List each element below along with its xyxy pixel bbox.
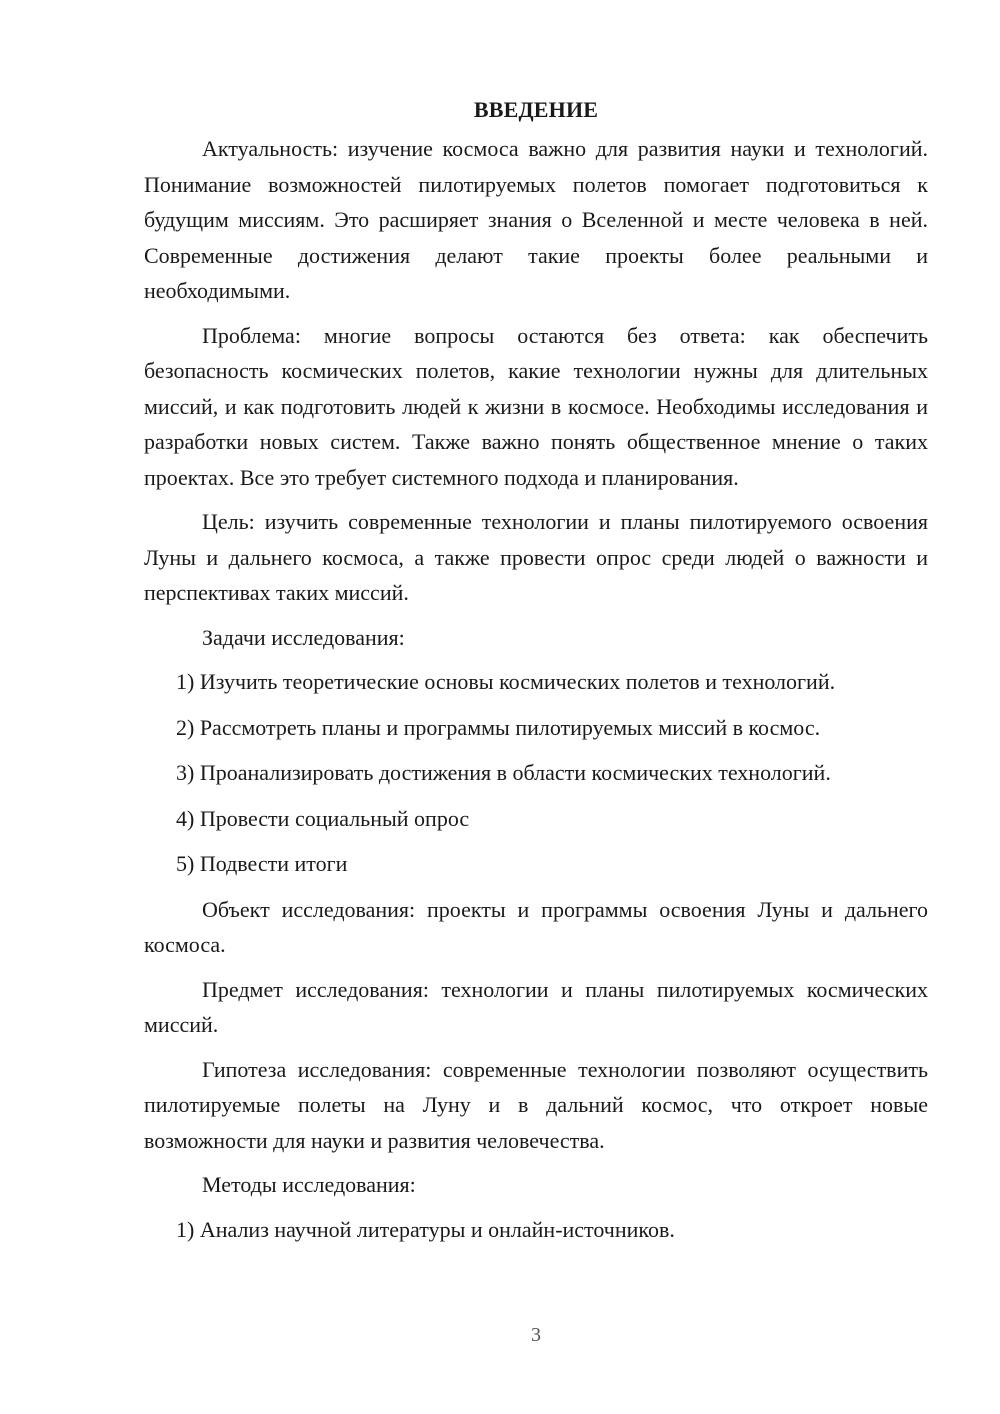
page-number: 3 <box>531 1324 541 1346</box>
task-item: 2) Рассмотреть планы и программы пилотируемых миссий в космос. <box>176 714 821 740</box>
methods-heading: Методы исследования: <box>202 1172 416 1197</box>
tasks-list <box>144 664 928 882</box>
paragraph-hypothesis: Гипотеза исследования: современные технологии позволяют осуществить пилотируемые полеты на Луну и в дальний космос, что откроет новые возможности для науки и развития человечества. <box>144 1056 928 1153</box>
task-item: 5) Подвести итоги <box>176 851 348 876</box>
paragraph-goal: Цель: изучить современные технологии и планы пилотируемого освоения Луны и дальнего космоса, а также провести опрос среди людей о важности и перспективах таких миссий. <box>144 509 928 605</box>
task-item: 1) Изучить теоретические основы космических полетов и технологий. <box>176 669 836 694</box>
paragraph-object: Объект исследования: проекты и программы освоения Луны и дальнего космоса. <box>144 896 928 957</box>
page-title: ВВЕДЕНИЕ <box>473 97 599 122</box>
tasks-heading: Задачи исследования: <box>202 624 405 650</box>
methods-list <box>144 1212 928 1248</box>
method-item: 1) Анализ научной литературы и онлайн-источников. <box>176 1216 675 1242</box>
paragraph-problem: Проблема: многие вопросы остаются без ответа: как обеспечить безопасность космических полетов, какие технологии нужны для длительных миссий, и как подготовить людей к жизни в космосе. Необходимы исследования и разработки новых систем. Также важно понять общественное мнение о таких проектах. Все это требует системного подхода и планирования. <box>144 322 928 490</box>
task-item: 3) Проанализировать достижения в области космических технологий. <box>176 760 831 785</box>
paragraph-subject: Предмет исследования: технологии и планы пилотируемых космических миссий. <box>144 976 928 1037</box>
document-page <box>144 92 928 1257</box>
paragraph-actuality: Актуальность: изучение космоса важно для развития науки и технологий. Понимание возможностей пилотируемых полетов помогает подготовиться к будущим миссиям. Это расширяет знания о Вселенной и месте человека в ней. Современные достижения делают такие проекты более реальными и необходимыми. <box>144 136 928 303</box>
task-item: 4) Провести социальный опрос <box>176 805 470 831</box>
